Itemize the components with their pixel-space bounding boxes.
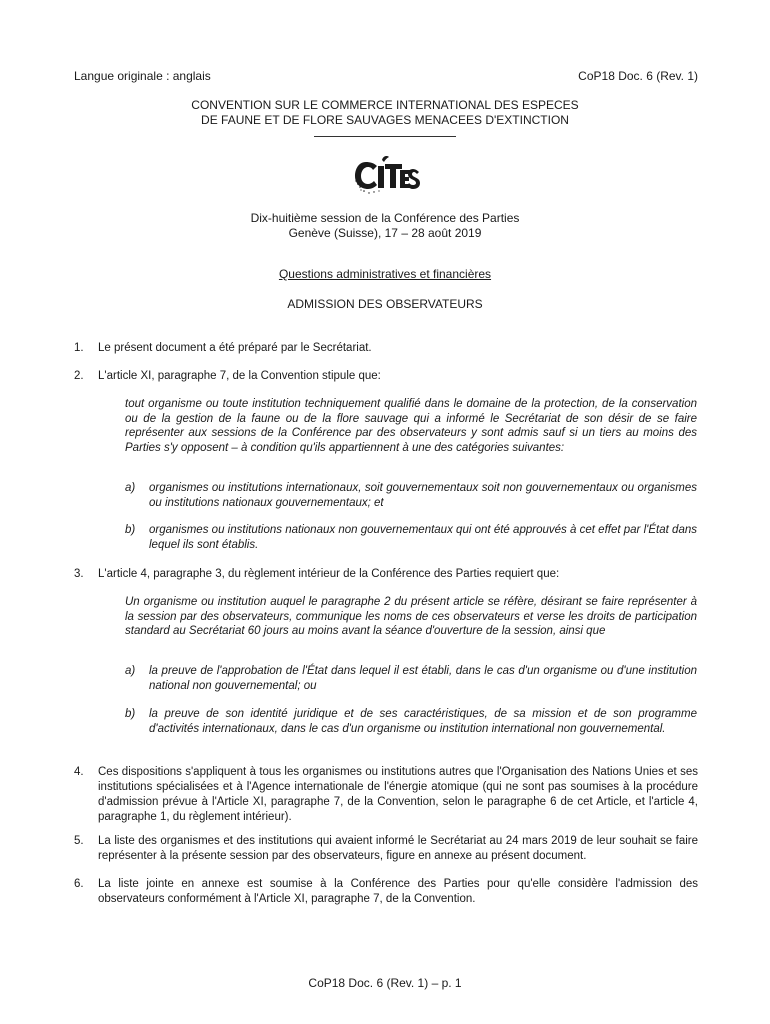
- convention-title-line2: DE FAUNE ET DE FLORE SAUVAGES MENACEES D'EXTINCTION: [201, 113, 569, 127]
- convention-title: [74, 98, 696, 128]
- paragraph-number: 3.: [74, 568, 84, 580]
- item-label: a): [125, 482, 136, 494]
- paragraph-text: Ces dispositions s'appliquent à tous les organismes ou institutions autres que l'Organisation des Nations Unies et ses institutions spécialisées et à l'Agence internationale de l'énergie atomique (qui ne sont pas soumises à la procédure d'admission prévue à l'Article XI, paragraphe 7, de la Convention, selon le paragraphe 6 de cet Article, et l'article 4, paragraphe 1, du règlement intérieur).: [98, 766, 698, 823]
- quote-article-xi-item-a: [125, 481, 697, 510]
- paragraph-text: La liste jointe en annexe est soumise à la Conférence des Parties pour qu'elle considère l'admission des observateurs conformément à l'Article XI, paragraphe 7, de la Convention.: [98, 878, 698, 905]
- quote-article-xi-item-b: [125, 523, 697, 552]
- paragraph-6: [74, 877, 698, 907]
- paragraph-text: Le présent document a été préparé par le Secrétariat.: [98, 342, 372, 354]
- item-text: organismes ou institutions internationaux, soit gouvernementaux soit non gouvernementaux ou organismes ou institutions nationaux gouvernementaux; et: [149, 482, 697, 509]
- quote-rule-4-item-b: [125, 707, 697, 736]
- paragraph-2: [74, 369, 698, 384]
- paragraph-number: 1.: [74, 342, 84, 354]
- paragraph-number: 6.: [74, 878, 84, 890]
- page-footer: CoP18 Doc. 6 (Rev. 1) – p. 1: [308, 976, 462, 990]
- paragraph-text: L'article 4, paragraphe 3, du règlement intérieur de la Conférence des Parties requiert que:: [98, 568, 560, 580]
- quote-article-xi: tout organisme ou toute institution techniquement qualifié dans le domaine de la protection, de la conservation ou de la gestion de la faune ou de la flore sauvage qui a informé le Secrétariat de son désir de se faire représenter aux sessions de la Conférence par des observateurs y sont admis sauf si un tiers au moins des Parties s'y opposent – à condition qu'ils appartiennent à une des catégories suivantes:: [125, 398, 697, 454]
- cites-logo: [352, 152, 422, 198]
- paragraph-3: [74, 567, 698, 582]
- paragraph-1: [74, 341, 698, 356]
- item-label: b): [125, 524, 136, 536]
- original-language: Langue originale : anglais: [74, 69, 211, 83]
- item-text: la preuve de son identité juridique et de ses caractéristiques, de sa mission et de son programme d'activités internationaux, dans le cas d'un organisme ou institution international non gouvernemental.: [149, 708, 697, 735]
- item-text: organismes ou institutions nationaux non gouvernementaux qui ont été approuvés à cet effet par l'État dans lequel ils sont établis.: [149, 524, 697, 551]
- section-heading: Questions administratives et financières: [278, 267, 492, 281]
- item-label: a): [125, 665, 136, 677]
- paragraph-5: [74, 834, 698, 864]
- paragraph-text: La liste des organismes et des institutions qui avaient informé le Secrétariat au 24 mars 2019 de leur souhait se faire représenter à la présente session par des observateurs, figure en annexe au présent document.: [98, 835, 698, 862]
- quote-rule-4: Un organisme ou institution auquel le paragraphe 2 du présent article se réfère, désirant se faire représenter à la session par des observateurs, communique les noms de ces observateurs et verse les droits de participation standard au Secrétariat 60 jours au moins avant la séance d'ouverture de la session, ainsi que: [125, 596, 697, 637]
- paragraph-4: [74, 765, 698, 825]
- session-place-date: Genève (Suisse), 17 – 28 août 2019: [288, 226, 482, 240]
- paragraph-number: 2.: [74, 370, 84, 382]
- session-info: [74, 211, 696, 241]
- document-reference: CoP18 Doc. 6 (Rev. 1): [578, 69, 698, 83]
- convention-title-line1: CONVENTION SUR LE COMMERCE INTERNATIONAL DES ESPECES: [191, 98, 579, 112]
- paragraph-number: 5.: [74, 835, 84, 847]
- session-name: Dix-huitième session de la Conférence des Parties: [250, 211, 520, 225]
- title-rule: [314, 136, 456, 137]
- item-text: la preuve de l'approbation de l'État dans lequel il est établi, dans le cas d'un organisme ou d'une institution national non gouvernemental; ou: [149, 665, 697, 692]
- paragraph-text: L'article XI, paragraphe 7, de la Convention stipule que:: [98, 370, 381, 382]
- paragraph-number: 4.: [74, 766, 84, 778]
- item-label: b): [125, 708, 136, 720]
- section-heading-wrap: [74, 267, 696, 282]
- quote-rule-4-item-a: [125, 664, 697, 693]
- document-title: ADMISSION DES OBSERVATEURS: [287, 297, 483, 311]
